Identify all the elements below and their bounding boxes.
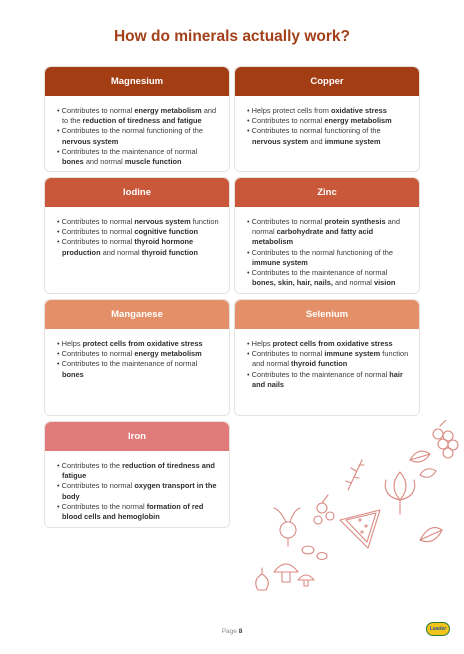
- benefit-highlight: nervous system: [252, 136, 309, 146]
- benefit-item: [57, 461, 221, 481]
- card-heading: Magnesium: [45, 67, 229, 96]
- brand-logo: [426, 622, 450, 636]
- nut-icon: [302, 546, 327, 560]
- mushroom-icon: [274, 564, 314, 586]
- benefit-highlight: formation of red blood cells and hemoglobin: [62, 501, 204, 522]
- benefit-item: [57, 349, 221, 359]
- benefit-list: [45, 96, 229, 167]
- benefit-highlight: immune system: [324, 136, 381, 146]
- benefit-text: Contributes to normal: [61, 217, 135, 226]
- benefit-highlight: reduction of tiredness and fatigue: [82, 116, 202, 126]
- benefit-text: and normal: [83, 157, 125, 167]
- benefit-text: and normal: [252, 217, 400, 237]
- benefit-highlight: hair and nails: [252, 369, 403, 389]
- benefit-highlight: immune system: [252, 257, 308, 267]
- page-title: How do minerals actually work?: [113, 28, 350, 45]
- benefit-list: [45, 207, 229, 258]
- benefit-item: [57, 339, 221, 349]
- benefit-highlight: vision: [374, 278, 396, 288]
- benefit-text: Contributes to the maintenance of normal: [61, 146, 198, 156]
- benefit-text: Contributes to the normal functioning of the: [61, 126, 203, 136]
- benefit-text: Contributes to normal: [251, 116, 325, 126]
- benefit-item: [247, 248, 411, 268]
- beet-icon: [274, 508, 300, 546]
- benefit-highlight: bones: [62, 369, 84, 379]
- benefit-list: [235, 96, 419, 147]
- artichoke-icon: [385, 472, 414, 514]
- page-number-value: 8: [238, 628, 243, 635]
- benefit-item: [247, 339, 411, 349]
- benefit-item: [57, 359, 221, 379]
- benefit-item: [57, 147, 221, 167]
- benefit-item: [247, 349, 411, 369]
- food-illustrations: [250, 420, 464, 600]
- benefit-text: Contributes to the normal: [61, 501, 147, 511]
- benefit-text: and: [308, 136, 325, 146]
- benefit-highlight: protect cells from oxidative stress: [82, 339, 203, 348]
- benefit-text: Contributes to the maintenance of normal: [251, 369, 390, 379]
- benefit-list: [45, 451, 229, 522]
- benefit-highlight: protect cells from oxidative stress: [272, 339, 393, 348]
- watermelon-icon: [340, 510, 380, 548]
- benefit-highlight: protein synthesis: [324, 217, 386, 226]
- benefit-text: Contributes to normal: [61, 237, 135, 247]
- benefit-text: Contributes to normal functioning of the: [251, 126, 381, 136]
- benefit-text: Contributes to the normal functioning of the: [251, 247, 393, 257]
- benefit-highlight: bones: [62, 157, 84, 167]
- benefit-text: function and normal: [252, 349, 409, 369]
- benefit-text: Contributes to normal: [251, 217, 325, 226]
- benefit-item: [247, 370, 411, 390]
- benefit-highlight: oxidative stress: [330, 106, 387, 115]
- page-number: [0, 628, 464, 635]
- card-heading: Manganese: [45, 300, 229, 329]
- benefit-highlight: reduction of tiredness and fatigue: [62, 461, 215, 481]
- benefit-highlight: thyroid function: [291, 359, 348, 369]
- benefit-text: Contributes to normal: [251, 349, 325, 359]
- benefit-item: [57, 217, 221, 227]
- berries-icon: [314, 495, 334, 524]
- benefit-item: [57, 237, 221, 257]
- benefit-item: [57, 126, 221, 146]
- mineral-card-copper: [234, 66, 420, 172]
- benefit-text: Contributes to normal: [61, 349, 135, 359]
- benefit-highlight: nervous system: [62, 136, 119, 146]
- benefit-item: [57, 502, 221, 522]
- mineral-card-iron: [44, 421, 230, 528]
- benefit-highlight: bones, skin, hair, nails,: [252, 278, 333, 288]
- card-heading: Zinc: [235, 178, 419, 207]
- benefit-text: Helps: [61, 339, 83, 348]
- mineral-card-zinc: [234, 177, 420, 294]
- benefit-text: Contributes to normal: [61, 106, 135, 115]
- benefit-text: Helps: [251, 339, 273, 348]
- benefit-highlight: thyroid function: [141, 247, 198, 257]
- benefit-highlight: muscle function: [124, 157, 182, 167]
- benefit-text: Contributes to the maintenance of normal: [61, 359, 198, 369]
- benefit-highlight: cognitive function: [134, 227, 199, 237]
- benefit-highlight: energy metabolism: [324, 116, 392, 126]
- card-heading: Iron: [45, 422, 229, 451]
- card-heading: Selenium: [235, 300, 419, 329]
- benefit-item: [57, 227, 221, 237]
- benefit-text: and to the: [62, 106, 217, 126]
- benefit-text: and normal: [332, 278, 375, 288]
- benefit-text: Contributes to normal: [61, 227, 135, 237]
- benefit-item: [57, 481, 221, 501]
- benefit-item: [57, 106, 221, 126]
- benefit-text: Helps protect cells from: [251, 106, 331, 115]
- benefit-text: Contributes to the: [61, 461, 123, 470]
- benefit-text: function: [190, 217, 219, 226]
- mineral-card-iodine: [44, 177, 230, 294]
- mineral-card-manganese: [44, 299, 230, 416]
- mineral-card-magnesium: [44, 66, 230, 172]
- benefit-item: [247, 126, 411, 146]
- leaf-icon: [420, 528, 442, 542]
- benefit-highlight: energy metabolism: [134, 349, 202, 359]
- grapes-icon: [433, 420, 458, 458]
- garlic-icon: [256, 568, 269, 590]
- benefit-highlight: thyroid hormone production: [62, 237, 194, 257]
- benefit-list: [45, 329, 229, 380]
- benefit-list: [235, 329, 419, 390]
- brand-logo-text: Leader: [429, 626, 447, 632]
- benefit-item: [247, 106, 411, 116]
- benefit-highlight: carbohydrate and fatty acid metabolism: [252, 227, 374, 247]
- herb-icon: [410, 451, 436, 477]
- rosemary-icon: [346, 460, 364, 490]
- benefit-highlight: energy metabolism: [134, 106, 202, 115]
- card-heading: Iodine: [45, 178, 229, 207]
- benefit-list: [235, 207, 419, 288]
- benefit-item: [247, 268, 411, 288]
- mineral-card-selenium: [234, 299, 420, 416]
- benefit-text: and normal: [100, 247, 142, 257]
- page-label: Page: [221, 628, 237, 635]
- card-heading: Copper: [235, 67, 419, 96]
- benefit-highlight: oxygen transport in the body: [62, 481, 217, 501]
- benefit-text: Contributes to normal: [61, 481, 135, 491]
- benefit-highlight: immune system: [324, 349, 381, 359]
- benefit-text: Contributes to the maintenance of normal: [251, 268, 388, 278]
- benefit-highlight: nervous system: [134, 217, 191, 226]
- benefit-item: [247, 217, 411, 248]
- benefit-item: [247, 116, 411, 126]
